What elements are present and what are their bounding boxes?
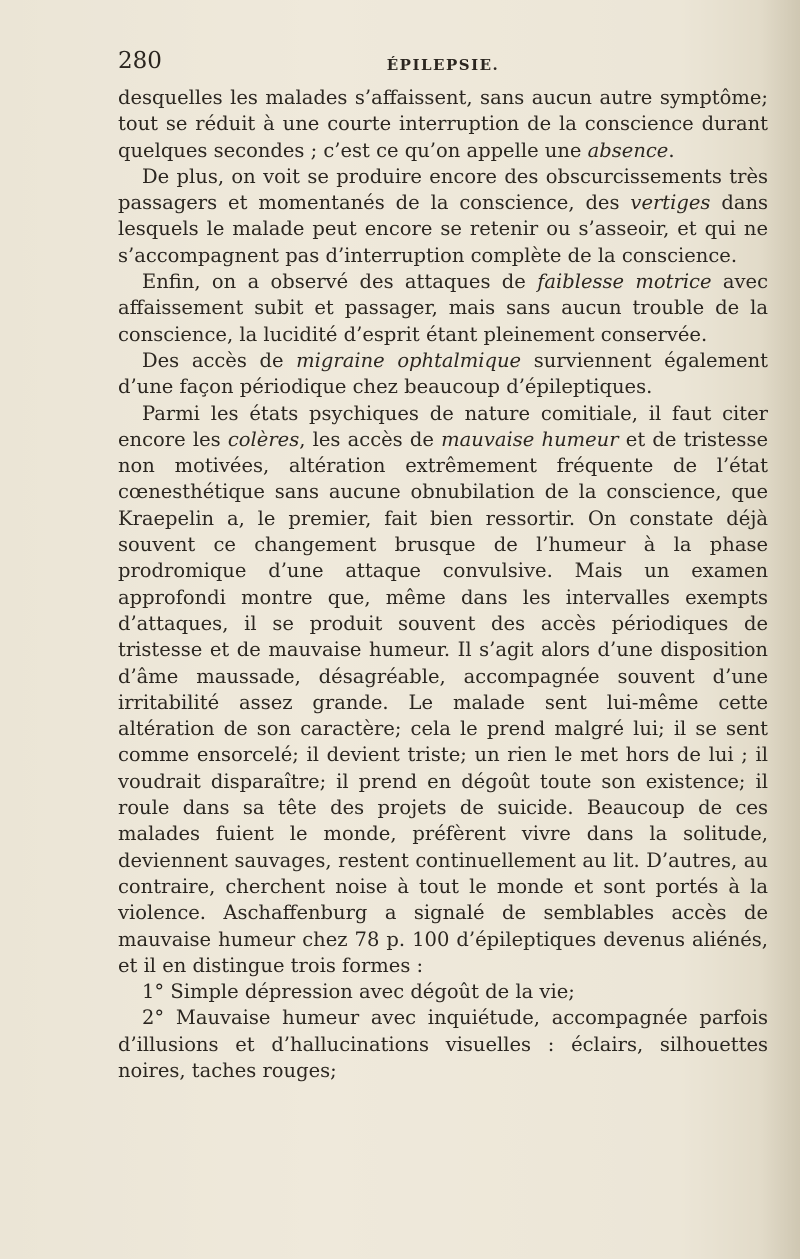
term-faiblesse-motrice: faiblesse motrice — [537, 270, 712, 294]
page-header — [118, 48, 768, 78]
term-mauvaise-humeur: mauvaise humeur — [441, 427, 619, 451]
paragraph-faiblesse-motrice: Enfin, on a observé des attaques de faiblesse motrice avec affaissement subit et passager, mais sans aucun trouble de la conscience, la lucidité d’esprit étant pleinement conservée. — [118, 270, 768, 346]
running-title: ÉPILEPSIE. — [386, 56, 500, 74]
list-item-2: 2° Mauvaise humeur avec inquiétude, accompagnée parfois d’illusions et d’hallucinations visuelles : éclairs, silhouettes noires, taches rouges; — [118, 1006, 768, 1082]
paragraph-migraine: Des accès de migraine ophtalmique surviennent également d’une façon périodique chez beaucoup d’épileptiques. — [118, 348, 768, 399]
list-item-1: 1° Simple dépression avec dégoût de la vie; — [142, 980, 575, 1004]
term-coleres: colères — [227, 427, 300, 451]
paragraph-vertiges: De plus, on voit se produire encore des obscurcissements très passagers et momentanés de la conscience, des vertiges dans lesquels le malade peut encore se retenir ou s’asseoir, et qui ne s’accompagnent pas d’interruption complète de la conscience. — [118, 164, 769, 267]
term-absence: absence — [587, 138, 669, 162]
paragraph-absence: desquelles les malades s’affaissent, sans aucun autre symptôme; tout se réduit à une courte interruption de la conscience durant quelques secondes ; c’est ce qu’on appelle une absence. — [118, 86, 768, 162]
term-migraine-ophtalmique: migraine ophtalmique — [296, 348, 522, 372]
page-number: 280 — [118, 48, 162, 74]
term-vertiges: vertiges — [630, 191, 711, 215]
body-text — [118, 85, 768, 1084]
paragraph-etats-psychiques: Parmi les états psychiques de nature comitiale, il faut citer encore les colères, les accès de mauvaise humeur et de tristesse non motivées, altération extrêmement fréquente de l’état cœnesthétique sans aucune obnubilation de la conscience, que Kraepelin a, le premier, fait bien ressortir. On constate déjà souvent ce changement brusque de l’humeur à la phase prodromique d’une attaque convulsive. Mais un examen approfondi montre que, même dans les intervalles exempts d’attaques, il se produit souvent des accès périodiques de tristesse et de mauvaise humeur. Il s’agit alors d’une disposition d’âme maussade, désagréable, accompagnée souvent d’une irritabilité assez grande. Le malade sent lui-même cette altération de son caractère; cela le prend malgré lui; il se sent comme ensorcelé; il devient triste; un rien le met hors de lui ; il voudrait disparaître; il prend en dégoût toute son existence; il roule dans sa tête des projets de suicide. Beaucoup de ces malades fuient le monde, préfèrent vivre dans la solitude, deviennent sauvages, restent continuellement au lit. D’autres, au contraire, cherchent noise à tout le monde et sont portés à la violence. Aschaffenburg a signalé de semblables accès de mauvaise humeur chez 78 p. 100 d’épileptiques devenus aliénés, et il en distingue trois formes : — [118, 401, 768, 977]
